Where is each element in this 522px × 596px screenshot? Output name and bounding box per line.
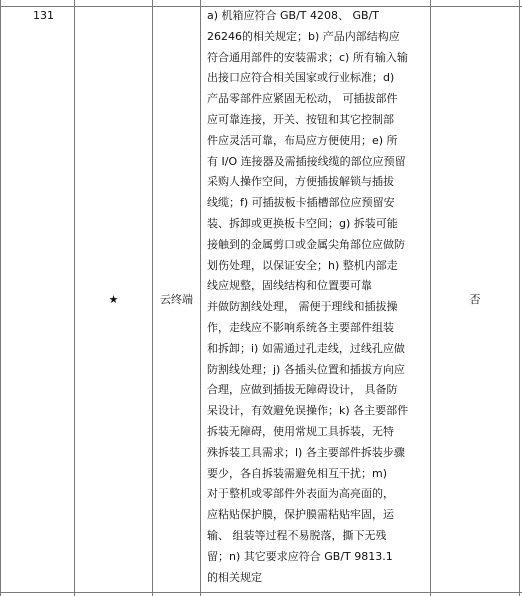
category-cell [153, 7, 200, 592]
requirement-line: 产品零部件应紧固无松动， 可插拔部件 [207, 92, 398, 106]
requirement-line: 线缆；f) 可插拔板卡插槽部位应预留安 [207, 196, 395, 210]
category-label: 云终端 [160, 293, 193, 306]
requirement-line: 呆设计，有效避免误操作；k) 各主要部件 [207, 404, 409, 418]
row-number: 131 [33, 9, 54, 22]
answer-cell [431, 7, 519, 592]
requirement-line: 件应灵活可靠，布局应方便使用；e) 所 [207, 133, 398, 147]
requirement-line: 应可靠连接，开关、按钮和其它控制部 [207, 113, 394, 126]
requirement-line: 和拆卸；i) 如需通过孔走线，过线孔应做 [207, 341, 405, 355]
requirement-line: 留；n) 其它要求应符合 GB/T 9813.1 [207, 549, 393, 563]
requirement-line: 有 I/O 连接器及需插接线缆的部位应预留 [207, 154, 406, 168]
answer-value: 否 [469, 293, 481, 306]
row-number-cell [1, 7, 74, 27]
requirement-cell [207, 8, 429, 590]
requirement-line: 接触到的金属剪口或金属尖角部位应做防 [207, 237, 405, 251]
col-divider-3 [200, 0, 201, 596]
star-cell [75, 7, 152, 592]
requirement-line: 拆装无障碍，使用常规工具拆装，无特 [207, 425, 394, 438]
row-bottom-border [0, 592, 522, 593]
requirement-line: 采购人操作空间，方便插拔解锁与插拔 [207, 175, 394, 189]
requirement-line: 防割线处理；j) 各插头位置和插拔方向应 [207, 362, 405, 376]
requirement-line: a) 机箱应符合 GB/T 4208、 GB/T [207, 9, 380, 22]
requirement-line: 合理，应做到插拔无障碍设计， 具备防 [207, 383, 398, 397]
requirement-line: 应粘贴保护膜，保护膜需粘贴牢固，运 [207, 508, 394, 522]
requirement-line: 殊拆装工具需求；l) 各主要部件拆装步骤 [207, 445, 405, 459]
requirement-line: 作，走线应不影响系统各主要部件组装 [207, 321, 394, 334]
star-icon: ★ [108, 293, 119, 306]
table-right-border [519, 0, 520, 596]
requirement-line: 出接口应符合相关国家或行业标准；d) [207, 71, 395, 85]
requirement-line: 26246的相关规定；b) 产品内部结构应 [207, 29, 400, 43]
requirement-line: 的相关规定 [207, 570, 262, 584]
requirement-text [207, 8, 429, 590]
requirement-line: 输、 组装等过程不易脱落，撕下无残 [207, 529, 387, 542]
requirement-line: 并做防割线处理， 需便于理线和插拔操 [207, 300, 398, 314]
requirement-line: 要少，各自拆装需避免相互干扰；m) [207, 466, 388, 480]
requirement-line: 划伤处理，以保证安全；h) 整机内部走 [207, 258, 398, 272]
requirement-line: 符合通用部件的安装需求；c) 所有输入输 [207, 50, 408, 64]
requirement-line: 装、拆卸或更换板卡空间；g) 拆装可能 [207, 217, 398, 230]
requirement-line: 线应规整，固线结构和位置要可靠 [207, 279, 372, 293]
table-left-border [0, 0, 1, 596]
requirement-line: 对于整机或零部件外表面为高亮面的， [207, 487, 394, 501]
